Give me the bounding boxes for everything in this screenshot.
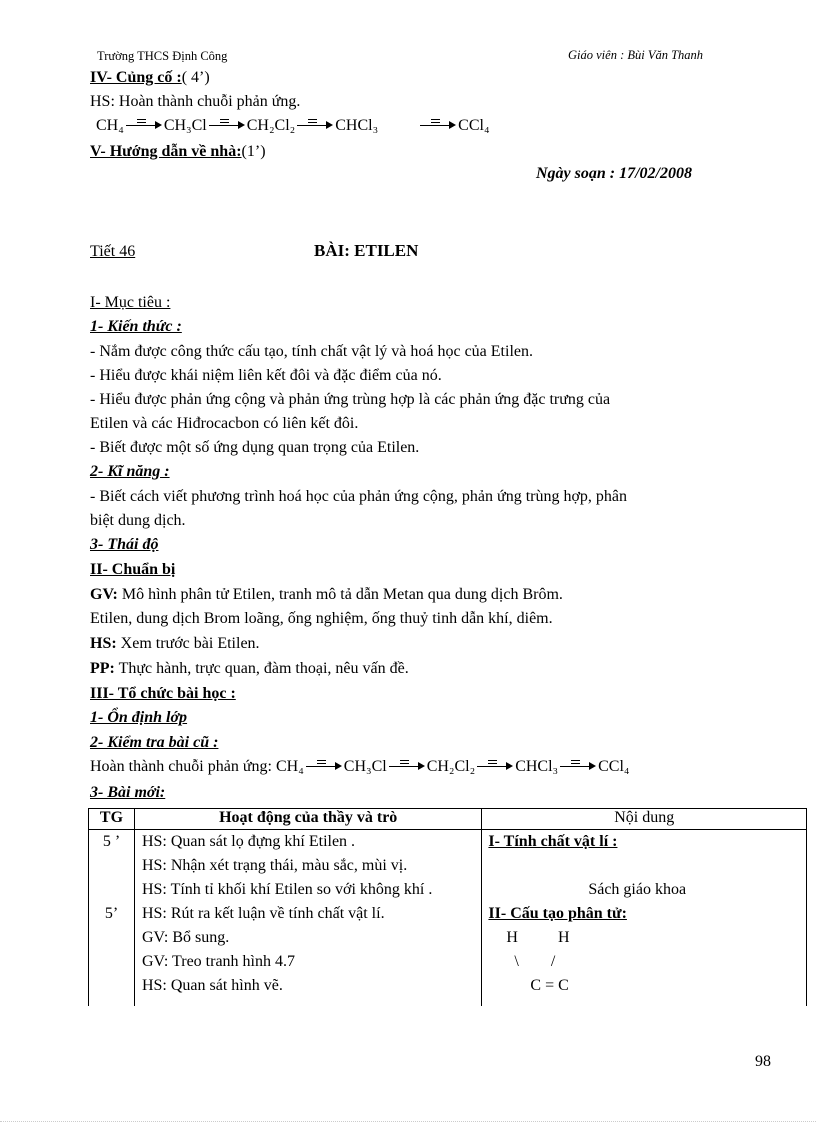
activity-item: GV: Bổ sung. bbox=[141, 929, 230, 946]
row2-time: 5’ bbox=[89, 902, 135, 1006]
gv-text: Mô hình phân tử Etilen, tranh mô tả dẫn Metan qua dung dịch Brôm. bbox=[117, 586, 563, 603]
knowledge-heading: 1- Kiến thức : bbox=[90, 318, 182, 335]
chain1-ch3cl: CH₃Cl bbox=[163, 117, 207, 134]
row1-time: 5 ’ bbox=[89, 830, 135, 903]
knowledge-item: - Hiểu được phản ứng cộng và phản ứng trùng hợp là các phản ứng đặc trưng của bbox=[90, 391, 611, 408]
preparation-pp bbox=[90, 659, 409, 679]
chain1-ch2cl2: CH₂Cl₂ bbox=[246, 117, 296, 134]
preparation-gv-text-2: Etilen, dung dịch Brom loãng, ống nghiệm, ống thuỷ tinh dẫn khí, diêm. bbox=[90, 610, 553, 627]
table-header-row bbox=[89, 809, 807, 830]
section-4-heading-line bbox=[90, 68, 210, 88]
physical-properties-heading: I- Tính chất vật lí : bbox=[488, 833, 618, 850]
chain2-ch2cl2: CH₂Cl₂ bbox=[426, 758, 476, 775]
section-4-task: HS: Hoàn thành chuỗi phản ứng. bbox=[90, 93, 301, 110]
reaction-arrow bbox=[389, 761, 425, 773]
section-5-heading: V- Hướng dẫn về nhà: bbox=[90, 143, 242, 160]
activity-item: HS: Tính tỉ khối khí Etilen so với không khí . bbox=[141, 881, 433, 898]
reaction-arrow bbox=[560, 761, 596, 773]
reaction-arrow bbox=[126, 120, 162, 132]
preparation-gv bbox=[90, 585, 563, 605]
reaction-arrow bbox=[477, 761, 513, 773]
hs-text: Xem trước bài Etilen. bbox=[116, 635, 260, 652]
activity-item: GV: Treo tranh hình 4.7 bbox=[141, 953, 295, 970]
table-row bbox=[89, 902, 807, 1006]
lesson-period: Tiết 46 bbox=[90, 243, 136, 260]
reaction-chain-2 bbox=[90, 757, 630, 777]
step-1: 1- Ổn định lớp bbox=[90, 709, 188, 726]
structure-line: C = C bbox=[530, 977, 569, 994]
table-row bbox=[89, 830, 807, 903]
page-bottom-divider bbox=[0, 1121, 816, 1122]
step-2: 2- Kiểm tra bài cũ : bbox=[90, 734, 219, 751]
structure-line: \ / bbox=[514, 953, 556, 970]
chain1-ccl4: CCl₄ bbox=[458, 117, 490, 134]
knowledge-item: Etilen và các Hiđrocacbon có liên kết đôi. bbox=[90, 415, 359, 432]
header-activities: Hoạt động của thầy và trò bbox=[134, 809, 481, 830]
skills-heading: 2- Kĩ năng : bbox=[90, 463, 170, 480]
reaction-arrow bbox=[306, 761, 342, 773]
skills-item: - Biết cách viết phương trình hoá học của phản ứng cộng, phản ứng trùng hợp, phân bbox=[90, 488, 628, 505]
page-number: 98 bbox=[755, 1053, 771, 1070]
reaction-arrow bbox=[209, 120, 245, 132]
gv-label: GV: bbox=[90, 586, 118, 603]
review-task: Hoàn thành chuỗi phản ứng: bbox=[90, 758, 276, 775]
organization-heading: III- Tổ chức bài học : bbox=[90, 685, 236, 702]
header-teacher: Giáo viên : Bùi Văn Thanh bbox=[568, 48, 704, 62]
chain2-chcl3: CHCl₃ bbox=[515, 758, 559, 775]
reaction-arrow bbox=[297, 120, 333, 132]
lesson-table bbox=[88, 808, 807, 1006]
chain1-ch4: CH₄ bbox=[96, 117, 124, 134]
activity-item: HS: Quan sát lọ đựng khí Etilen . bbox=[141, 833, 356, 850]
reaction-arrow bbox=[420, 120, 456, 132]
preparation-heading: II- Chuẩn bị bbox=[90, 561, 176, 578]
reaction-chain-1 bbox=[96, 116, 490, 136]
header-school: Trường THCS Định Công bbox=[97, 49, 228, 63]
header-content: Nội dung bbox=[482, 809, 807, 830]
row2-content bbox=[482, 902, 807, 1006]
section-4-time: ( 4’) bbox=[181, 69, 210, 86]
section-5-line bbox=[90, 142, 266, 162]
knowledge-item: - Biết được một số ứng dụng quan trọng của Etilen. bbox=[90, 439, 420, 456]
structure-line: H H bbox=[506, 929, 570, 946]
row2-activities bbox=[134, 902, 481, 1006]
pp-label: PP: bbox=[90, 660, 115, 677]
knowledge-item: - Nắm được công thức cấu tạo, tính chất vật lý và hoá học của Etilen. bbox=[90, 343, 533, 360]
row1-activities bbox=[134, 830, 481, 903]
step-3: 3- Bài mới: bbox=[90, 784, 166, 801]
physical-properties-text: Sách giáo khoa bbox=[588, 881, 687, 898]
chain2-ccl4: CCl₄ bbox=[598, 758, 630, 775]
chain2-ch3cl: CH₃Cl bbox=[343, 758, 387, 775]
skills-item: biệt dung dịch. bbox=[90, 512, 186, 529]
activity-item: HS: Rút ra kết luận về tính chất vật lí. bbox=[141, 905, 385, 922]
preparation-date: Ngày soạn : 17/02/2008 bbox=[536, 165, 692, 182]
activity-item: HS: Quan sát hình vẽ. bbox=[141, 977, 283, 994]
section-5-time: (1’) bbox=[241, 143, 266, 160]
attitude-heading: 3- Thái độ bbox=[90, 536, 159, 553]
chain1-chcl3: CHCl₃ bbox=[335, 117, 379, 134]
preparation-hs bbox=[90, 634, 260, 654]
lesson-title: BÀI: ETILEN bbox=[314, 241, 419, 260]
objectives-heading: I- Mục tiêu : bbox=[90, 294, 171, 311]
section-4-heading: IV- Củng cố : bbox=[90, 69, 182, 86]
activity-item: HS: Nhận xét trạng thái, màu sắc, mùi vị. bbox=[141, 857, 408, 874]
row1-content bbox=[482, 830, 807, 903]
hs-label: HS: bbox=[90, 635, 117, 652]
header-time: TG bbox=[89, 809, 135, 830]
knowledge-item: - Hiểu được khái niệm liên kết đôi và đặc điểm của nó. bbox=[90, 367, 442, 384]
molecular-structure-heading: II- Cấu tạo phân tử: bbox=[488, 905, 627, 922]
chain2-ch4: CH₄ bbox=[275, 758, 304, 775]
pp-text: Thực hành, trực quan, đàm thoại, nêu vấn đề. bbox=[114, 660, 409, 677]
